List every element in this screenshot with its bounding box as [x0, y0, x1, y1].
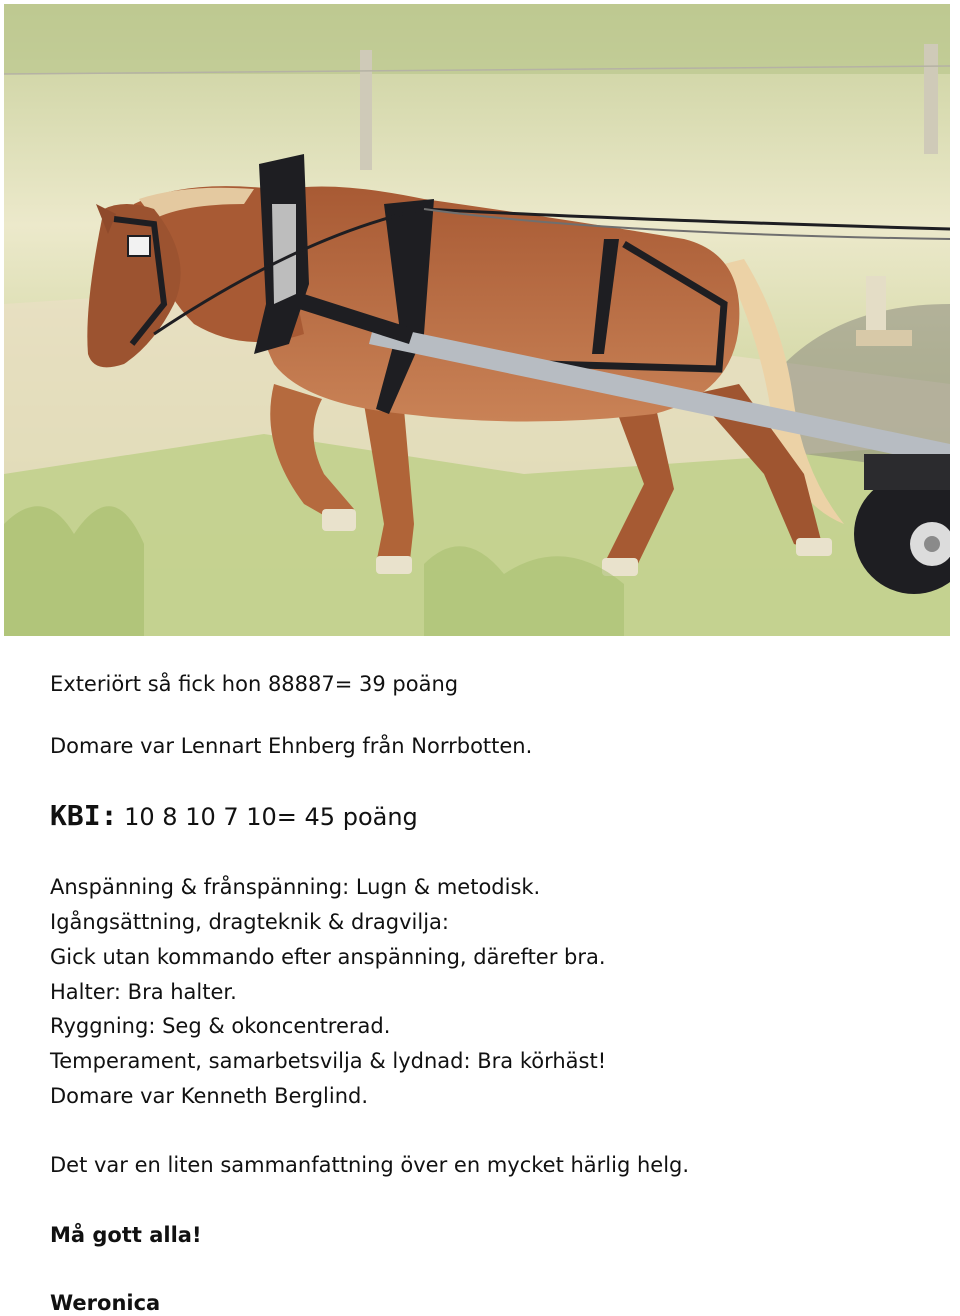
starting-detail-text: Gick utan kommando efter anspänning, därefter bra.: [50, 945, 606, 969]
temperament-text: Temperament, samarbetsvilja & lydnad: Bra körhäst!: [50, 1049, 607, 1073]
horse-photo: [4, 4, 950, 636]
signature-text: Weronica: [50, 1291, 161, 1315]
reversing-text: Ryggning: Seg & okoncentrerad.: [50, 1014, 391, 1038]
kbi-label: KBI:: [50, 799, 118, 832]
exterior-judge-text: Domare var Lennart Ehnberg från Norrbotten.: [50, 734, 533, 758]
kbi-judge-text: Domare var Kenneth Berglind.: [50, 1084, 369, 1108]
exterior-score-text: Exteriört så fick hon 88887= 39 poäng: [50, 672, 459, 696]
greeting-text: Må gott alla!: [50, 1223, 202, 1247]
kbi-value: 10 8 10 7 10= 45 poäng: [124, 803, 418, 831]
starting-text: Igångsättning, dragteknik & dragvilja:: [50, 910, 449, 934]
kbi-score-line: [50, 799, 418, 832]
summary-text: Det var en liten sammanfattning över en mycket härlig helg.: [50, 1153, 690, 1177]
harnessing-text: Anspänning & frånspänning: Lugn & metodisk.: [50, 875, 541, 899]
halter-text: Halter: Bra halter.: [50, 980, 237, 1004]
